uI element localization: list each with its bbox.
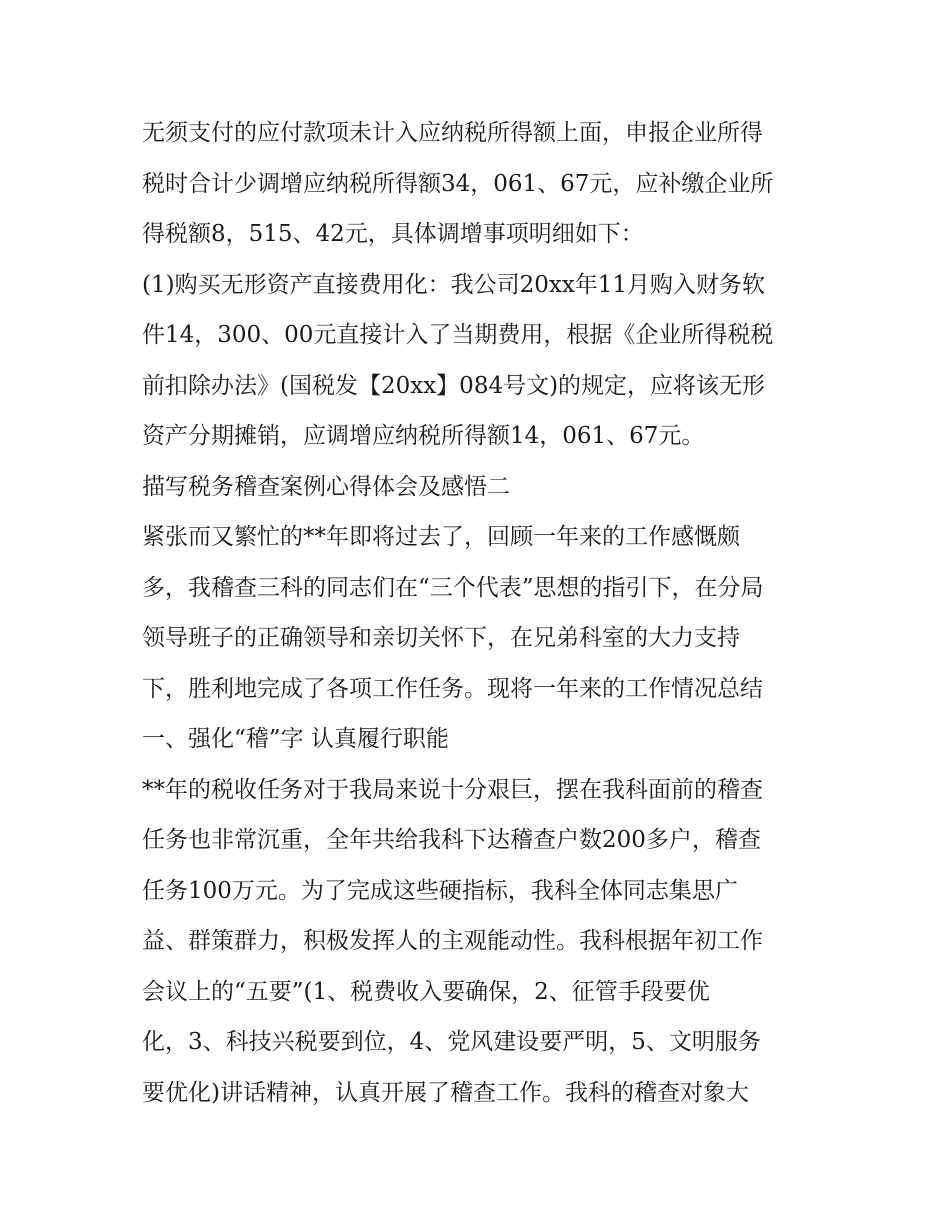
document-body <box>142 108 822 1118</box>
text-line: 任务也非常沉重，全年共给我科下达稽查户数200多户，稽查 <box>142 827 761 853</box>
text-line: 要优化)讲话精神，认真开展了稽查工作。我科的稽查对象大 <box>142 1079 749 1106</box>
text-line: 下，胜利地完成了各项工作任务。现将一年来的工作情况总结 <box>142 675 763 702</box>
section-heading: 描写税务稽查案例心得体会及感悟二 <box>142 473 510 500</box>
text-line: 紧张而又繁忙的**年即将过去了，回顾一年来的工作感慨颇 <box>142 524 740 550</box>
text-line: 益、群策群力，积极发挥人的主观能动性。我科根据年初工作 <box>142 928 763 954</box>
subsection-heading: 一、强化“稽”字 认真履行职能 <box>142 726 449 752</box>
text-line: 无须支付的应付款项未计入应纳税所得额上面，申报企业所得 <box>142 120 763 146</box>
text-line: (1)购买无形资产直接费用化：我公司20xx年11月购入财务软 <box>142 271 766 298</box>
text-line: 前扣除办法》(国税发【20xx】084号文)的规定，应将该无形 <box>142 372 766 399</box>
text-line: 件14，300、00元直接计入了当期费用，根据《企业所得税税 <box>142 322 774 348</box>
text-line: **年的税收任务对于我局来说十分艰巨，摆在我科面前的稽查 <box>142 776 763 803</box>
text-line: 资产分期摊销，应调增应纳税所得额14，061、67元。 <box>142 423 705 449</box>
text-line: 化，3、科技兴税要到位，4、党风建设要严明，5、文明服务 <box>142 1029 761 1055</box>
text-line: 领导班子的正确领导和亲切关怀下，在兄弟科室的大力支持 <box>142 625 740 651</box>
text-line: 得税额8，515、42元，具体调增事项明细如下： <box>142 221 644 247</box>
text-line: 税时合计少调增应纳税所得额34，061、67元，应补缴企业所 <box>142 170 774 197</box>
text-line: 任务100万元。为了完成这些硬指标，我科全体同志集思广 <box>142 877 738 904</box>
text-line: 多，我稽查三科的同志们在“三个代表”思想的指引下，在分局 <box>142 574 764 601</box>
text-line: 会议上的“五要”(1、税费收入要确保，2、征管手段要优 <box>142 978 710 1005</box>
